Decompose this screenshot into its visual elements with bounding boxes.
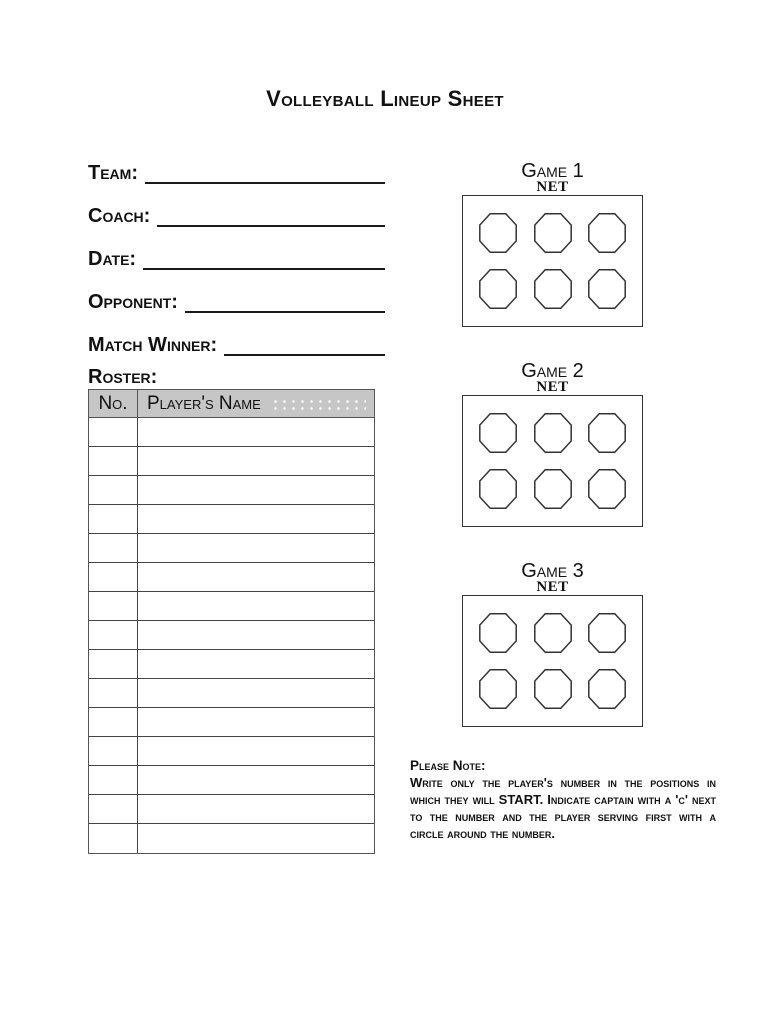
field-match-winner-input-line[interactable] <box>224 332 385 356</box>
game-1-court-box <box>462 195 643 327</box>
field-team-input-line[interactable] <box>145 160 385 184</box>
roster-row <box>89 418 374 447</box>
roster-table <box>88 389 375 854</box>
game-1-section <box>462 161 643 327</box>
roster-body <box>89 418 374 853</box>
position-octagon[interactable] <box>534 669 572 709</box>
game-3-court-box <box>462 595 643 727</box>
roster-row <box>89 679 374 708</box>
field-date <box>88 248 385 270</box>
roster-header-row <box>89 390 374 418</box>
position-row <box>463 213 642 253</box>
roster-cell-no[interactable] <box>89 824 138 853</box>
field-match-winner-label: Match Winner: <box>88 334 218 356</box>
field-opponent-label: Opponent: <box>88 291 178 313</box>
roster-cell-name[interactable] <box>138 824 374 853</box>
roster-cell-name[interactable] <box>138 708 374 736</box>
position-row <box>463 269 642 309</box>
position-octagon[interactable] <box>479 669 517 709</box>
position-row <box>463 669 642 709</box>
roster-cell-no[interactable] <box>89 592 138 620</box>
position-row <box>463 413 642 453</box>
position-octagon[interactable] <box>534 269 572 309</box>
roster-cell-no[interactable] <box>89 650 138 678</box>
roster-cell-no[interactable] <box>89 447 138 475</box>
roster-cell-name[interactable] <box>138 476 374 504</box>
roster-cell-no[interactable] <box>89 476 138 504</box>
roster-cell-no[interactable] <box>89 563 138 591</box>
field-team-label: Team: <box>88 162 138 184</box>
position-octagon[interactable] <box>588 213 626 253</box>
game-1-net-label: NET <box>536 179 569 195</box>
game-1-title: Game 1 <box>521 160 584 182</box>
roster-cell-name[interactable] <box>138 592 374 620</box>
roster-row <box>89 621 374 650</box>
roster-cell-no[interactable] <box>89 679 138 707</box>
roster-cell-no[interactable] <box>89 621 138 649</box>
field-team <box>88 162 385 184</box>
game-2-section <box>462 361 643 527</box>
roster-row <box>89 592 374 621</box>
note-heading: Please Note: <box>410 758 486 773</box>
position-octagon[interactable] <box>534 413 572 453</box>
roster-cell-name[interactable] <box>138 650 374 678</box>
roster-cell-no[interactable] <box>89 418 138 446</box>
field-coach <box>88 205 385 227</box>
roster-row <box>89 650 374 679</box>
position-row <box>463 613 642 653</box>
field-coach-label: Coach: <box>88 205 151 227</box>
roster-col-header-name-label: Player's Name <box>147 392 261 414</box>
position-octagon[interactable] <box>479 613 517 653</box>
roster-row <box>89 795 374 824</box>
roster-col-header-name <box>138 390 374 417</box>
roster-row <box>89 505 374 534</box>
field-opponent-input-line[interactable] <box>185 289 385 313</box>
note-body: Write only the player's number in the positions in which they will START. Indicate captain with a 'c' next to the number and the player serving first with a circle around the number. <box>410 775 716 841</box>
roster-cell-no[interactable] <box>89 534 138 562</box>
roster-row <box>89 534 374 563</box>
roster-cell-name[interactable] <box>138 534 374 562</box>
position-octagon[interactable] <box>588 413 626 453</box>
field-opponent <box>88 291 385 313</box>
position-octagon[interactable] <box>479 413 517 453</box>
header-dots-texture <box>271 397 366 410</box>
note-section <box>410 757 716 842</box>
roster-row <box>89 476 374 505</box>
position-octagon[interactable] <box>479 213 517 253</box>
roster-cell-name[interactable] <box>138 505 374 533</box>
position-octagon[interactable] <box>534 613 572 653</box>
roster-cell-no[interactable] <box>89 795 138 823</box>
game-3-net-label: NET <box>536 579 569 595</box>
field-date-label: Date: <box>88 248 137 270</box>
roster-row <box>89 766 374 795</box>
roster-row <box>89 708 374 737</box>
roster-cell-name[interactable] <box>138 563 374 591</box>
roster-heading: Roster: <box>88 366 158 388</box>
position-octagon[interactable] <box>588 613 626 653</box>
roster-col-header-no: No. <box>89 390 138 417</box>
position-octagon[interactable] <box>588 469 626 509</box>
position-octagon[interactable] <box>534 213 572 253</box>
roster-cell-name[interactable] <box>138 418 374 446</box>
roster-cell-no[interactable] <box>89 505 138 533</box>
roster-cell-name[interactable] <box>138 447 374 475</box>
position-octagon[interactable] <box>479 469 517 509</box>
roster-row <box>89 824 374 853</box>
position-row <box>463 469 642 509</box>
roster-row <box>89 737 374 766</box>
roster-row <box>89 447 374 476</box>
position-octagon[interactable] <box>588 669 626 709</box>
game-2-title: Game 2 <box>521 360 584 382</box>
position-octagon[interactable] <box>479 269 517 309</box>
roster-cell-no[interactable] <box>89 766 138 794</box>
roster-cell-name[interactable] <box>138 737 374 765</box>
roster-cell-name[interactable] <box>138 679 374 707</box>
roster-row <box>89 563 374 592</box>
game-2-net-label: NET <box>536 379 569 395</box>
field-date-input-line[interactable] <box>143 246 385 270</box>
roster-cell-name[interactable] <box>138 795 374 823</box>
roster-cell-name[interactable] <box>138 766 374 794</box>
page-title: Volleyball Lineup Sheet <box>266 86 504 111</box>
field-coach-input-line[interactable] <box>157 203 385 227</box>
field-match-winner <box>88 334 385 356</box>
game-2-court-box <box>462 395 643 527</box>
roster-cell-no[interactable] <box>89 737 138 765</box>
roster-cell-name[interactable] <box>138 621 374 649</box>
position-octagon[interactable] <box>534 469 572 509</box>
game-3-section <box>462 561 643 727</box>
roster-cell-no[interactable] <box>89 708 138 736</box>
position-octagon[interactable] <box>588 269 626 309</box>
game-3-title: Game 3 <box>521 560 584 582</box>
